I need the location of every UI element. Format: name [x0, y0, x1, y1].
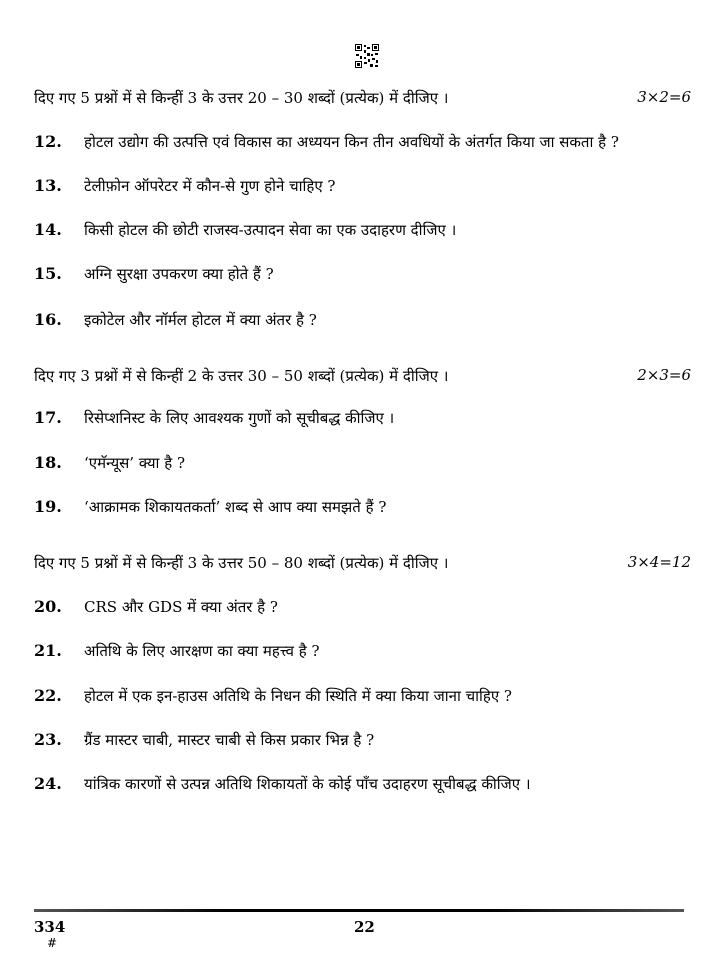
paper-code: 334 [34, 918, 66, 936]
question-text: टेलीफ़ोन ऑपरेटर में कौन-से गुण होने चाहिए ? [84, 177, 336, 195]
footer-rule [34, 909, 684, 912]
question-number: 17. [34, 408, 62, 427]
question-number: 20. [34, 597, 62, 616]
section-instruction-c [34, 553, 691, 573]
question-number: 23. [34, 730, 62, 749]
question-number: 15. [34, 264, 62, 283]
question-text: होटल में एक इन-हाउस अतिथि के निधन की स्थिति में क्या किया जाना चाहिए ? [84, 687, 512, 705]
question-number: 12. [34, 132, 62, 151]
page-number: 22 [354, 918, 375, 936]
qr-code-icon [355, 44, 379, 68]
section-marks: 2×3=6 [637, 366, 691, 384]
section-marks: 3×2=6 [637, 88, 691, 106]
question-number: 19. [34, 497, 62, 516]
section-instruction-a [34, 88, 691, 108]
question-number: 14. [34, 220, 62, 239]
question-number: 24. [34, 774, 62, 793]
question-text: यांत्रिक कारणों से उत्पन्न अतिथि शिकायतों के कोई पाँच उदाहरण सूचीबद्ध कीजिए । [84, 775, 531, 793]
question-text: ‘एमॅन्यूस’ क्या है ? [84, 454, 185, 472]
question-number: 16. [34, 310, 62, 329]
question-text: अग्नि सुरक्षा उपकरण क्या होते हैं ? [84, 265, 274, 283]
question-text: ग्रैंड मास्टर चाबी, मास्टर चाबी से किस प्रकार भिन्न है ? [84, 731, 375, 749]
question-number: 18. [34, 453, 62, 472]
section-instruction-text: दिए गए 5 प्रश्नों में से किन्हीं 3 के उत्तर 20 – 30 शब्दों (प्रत्येक) में दीजिए । [34, 89, 449, 107]
section-instruction-text: दिए गए 3 प्रश्नों में से किन्हीं 2 के उत्तर 30 – 50 शब्दों (प्रत्येक) में दीजिए । [34, 367, 449, 385]
question-text: अतिथि के लिए आरक्षण का क्या महत्त्व है ? [84, 642, 320, 660]
question-text: ‘आक्रामक शिकायतकर्ता’ शब्द से आप क्या समझते हैं ? [84, 498, 387, 516]
question-text: होटल उद्योग की उत्पत्ति एवं विकास का अध्ययन किन तीन अवधियों के अंतर्गत किया जा सकता है ? [84, 133, 619, 151]
question-text: किसी होटल की छोटी राजस्व-उत्पादन सेवा का एक उदाहरण दीजिए । [84, 221, 457, 239]
hash-mark: # [47, 936, 58, 950]
question-number: 13. [34, 176, 62, 195]
section-instruction-text: दिए गए 5 प्रश्नों में से किन्हीं 3 के उत्तर 50 – 80 शब्दों (प्रत्येक) में दीजिए । [34, 554, 449, 572]
question-number: 22. [34, 686, 62, 705]
section-marks: 3×4=12 [627, 553, 691, 571]
question-number: 21. [34, 641, 62, 660]
section-instruction-b [34, 366, 691, 386]
question-text: CRS और GDS में क्या अंतर है ? [84, 598, 278, 616]
question-text: इकोटेल और नॉर्मल होटल में क्या अंतर है ? [84, 311, 317, 329]
question-text: रिसेप्शनिस्ट के लिए आवश्यक गुणों को सूचीबद्ध कीजिए । [84, 409, 395, 427]
